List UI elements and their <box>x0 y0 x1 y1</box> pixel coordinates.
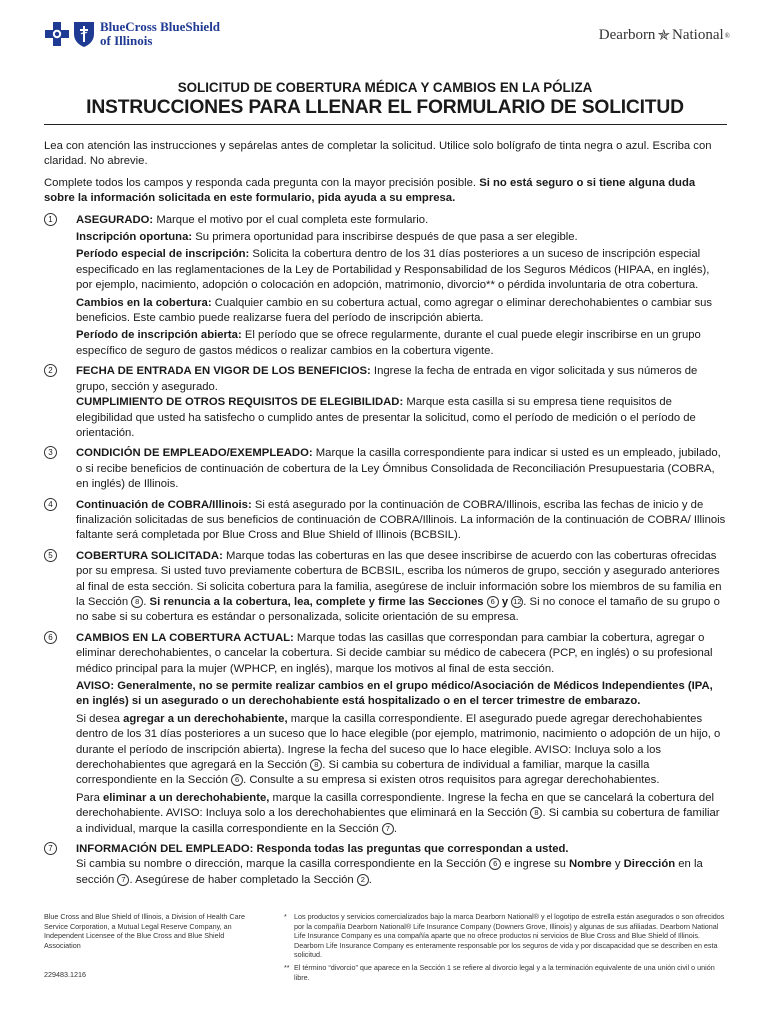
text: Cualquier cambio en su cobertura actual, como agregar o eliminar derechohabientes o cambiar sus beneficios. Este cambio puede realizarse fuera del período de inscripción abierta. <box>76 296 713 325</box>
bold-text: Si renuncia a la cobertura, lea, complete y firme las Secciones <box>149 595 487 608</box>
section-reference: 12 <box>513 596 522 606</box>
footnote-text: El término “divorcio” que aparece en la Sección 1 se refiere al divorcio legal y a la terminación equivalente de una unión civil o unión libre. <box>294 962 715 982</box>
section-paragraph <box>76 712 727 789</box>
section-reference: 6 <box>489 858 501 870</box>
dearborn-logo <box>599 26 730 45</box>
section-paragraph <box>76 296 727 327</box>
footnote-text: Los productos y servicios comercializados bajo la marca Dearborn National® y el logotipo de estrella están asegurados o son ofrecidos por la compañía Dearborn National® Life Insurance Company (Downers Grove, Illinois) y algunas de sus afiliadas. Dearborn National Life Insurance Company es una compañía aparte que no ofrece productos ni servicios de Blue Cross and Blue Shield of Illinois. Dearborn Life Insurance Company es enteramente responsable por los seguros de vida y por discapacidad que se describen en esta solicitud. <box>294 912 725 960</box>
bold-text: y <box>498 595 512 608</box>
text: Marque todas las coberturas en las que desee inscribirse de acuerdo con las coberturas ofrecidas por su empresa. Si usted tuvo previamente cobertura de BCBSIL, escriba los números de grupo, sección y asegurado anteriores al final de esta sección. Si solicita cobertura para la familia, asegúrese de incluir información sobre los miembros de su familia en la Sección <box>76 549 722 608</box>
footer-footnotes <box>284 912 729 985</box>
intro-paragraph-1: Lea con atención las instrucciones y sepárelas antes de completar la solicitud. Utilice solo bolígrafo de tinta negra o azul. Escriba con claridad. No abrevie. <box>44 140 712 168</box>
section-6 <box>44 631 727 837</box>
section-number: 4 <box>44 498 57 511</box>
section-reference: 8 <box>131 596 143 608</box>
text: Marque esta casilla si su empresa tiene requisitos de elegibilidad que usted ha satisfecho o cumplido antes de presentar la solicitud, como el período de medición o el período de orientación. <box>76 396 696 439</box>
section-reference: 8 <box>530 807 542 819</box>
bold-label: Cambios en la cobertura: <box>76 296 212 309</box>
text: . Si no conoce el tamaño de su grupo o no sabe si su cobertura es estándar o personalizada, solicite orientación de su empresa. <box>76 595 720 624</box>
footer-company-text: Blue Cross and Blue Shield of Illinois, a Division of Health Care Service Corporation, a Mutual Legal Reserve Company, an Independent Licensee of the Blue Cross and Blue Shield Association <box>44 912 245 950</box>
section-3 <box>44 446 727 492</box>
text: . Si cambia su cobertura de familiar a individual, marque la casilla correspondiente en la Sección <box>76 807 720 835</box>
text: . <box>368 873 372 886</box>
bold-text: eliminar a un derechohabiente, <box>103 791 270 804</box>
footnote-mark: ** <box>284 962 290 972</box>
bold-label: Período de inscripción abierta: <box>76 329 242 342</box>
section-number: 2 <box>44 364 57 377</box>
section-2 <box>44 364 727 441</box>
form-code: 229483.1216 <box>44 970 86 979</box>
instructions-body <box>44 139 727 888</box>
bold-label: Inscripción oportuna: <box>76 231 193 244</box>
bold-label: FECHA DE ENTRADA EN VIGOR DE LOS BENEFICIOS: <box>76 365 371 378</box>
footnote-1 <box>284 912 729 960</box>
bold-label: CONDICIÓN DE EMPLEADO/EXEMPLEADO: <box>76 447 313 460</box>
text: El período que se ofrece regularmente, durante el cual puede elegir inscribirse en un grupo específico de seguro de gastos médicos o realizar cambios en la cobertura vigente. <box>76 329 701 357</box>
section-reference: 7 <box>382 823 394 835</box>
section-number: 5 <box>44 549 57 562</box>
bcbs-name-line2: of Illinois <box>100 33 153 48</box>
bcbs-name-line1: BlueCross BlueShield <box>100 19 221 34</box>
bold-label: ASEGURADO: <box>76 213 154 226</box>
section-paragraph <box>76 213 727 228</box>
text: . Consulte a su empresa si existen otros requisitos para agregar derechohabientes. <box>243 774 660 787</box>
text: Marque todas las casillas que correspondan para cambiar la cobertura, agregar o eliminar derechohabientes, o cancelar la cobertura. Si decide cambiar su médico de cabecera (PCP, en inglés) o su profesional médico principal para la mujer (WPHCP, en inglés), marque los motivos al final de esta sección. <box>76 631 713 675</box>
bcbs-logo <box>44 20 220 48</box>
section-reference: 8 <box>310 759 322 771</box>
header <box>44 20 730 54</box>
text: Si cambia su nombre o dirección, marque la casilla correspondiente en la Sección <box>76 858 490 871</box>
star-icon: ✯ <box>657 28 671 44</box>
section-paragraph <box>76 395 727 441</box>
page-subtitle: SOLICITUD DE COBERTURA MÉDICA Y CAMBIOS EN LA PÓLIZA <box>177 80 593 95</box>
text: y <box>611 858 624 871</box>
blue-shield-icon <box>72 20 96 48</box>
section-number: 3 <box>44 446 57 459</box>
blue-cross-icon <box>44 21 70 47</box>
bold-label: COBERTURA SOLICITADA: <box>76 549 223 562</box>
text: . Asegúrese de haber completado la Sección <box>129 873 357 886</box>
section-paragraph <box>76 230 727 245</box>
section-paragraph <box>76 446 727 492</box>
section-paragraph <box>76 247 727 293</box>
section-paragraph <box>76 549 727 626</box>
text: Solicita la cobertura dentro de los 31 días posteriores a un suceso de inscripción especial especificado en las reglamentaciones de la Ley de Portabilidad y Responsabilidad de los Seguros Médicos (HIPAA, en inglés), por ejemplo, nacimiento, adopción o colocación en adopción, matrimonio, divorcio** o pérdida involuntaria de otra cobertura. <box>76 248 710 292</box>
section-paragraph <box>76 842 727 857</box>
section-1 <box>44 213 727 360</box>
text: . <box>393 822 397 835</box>
section-5 <box>44 549 727 626</box>
bold-label: Período especial de inscripción: <box>76 248 250 261</box>
text: e ingrese su <box>501 858 570 871</box>
intro-bold-text: Si no está seguro o si tiene alguna duda sobre la información solicitada en este formulario, pida ayuda a su empresa. <box>44 176 696 205</box>
text: Marque el motivo por el cual completa este formulario. <box>153 213 429 226</box>
section-paragraph <box>76 791 727 837</box>
section-notice <box>76 679 727 710</box>
bold-text: agregar a un derechohabiente, <box>123 712 288 725</box>
bold-label: Continuación de COBRA/Illinois: <box>76 498 252 511</box>
bold-text: AVISO: Generalmente, no se permite realizar cambios en el grupo médico/Asociación de Médicos Independientes (IPA, en inglés) si un asegurado o un derechohabiente está hospitalizado o en el tercer trimestre de embarazo. <box>76 680 713 708</box>
text: Si está asegurado por la continuación de COBRA/Illinois, escriba las fechas de inicio y de finalización solicitadas de sus beneficios de continuación de COBRA/Illinois. La información de la continuación de COBRA/ Illinois faltante será completada por Blue Cross and Blue Shield of Illinois (BCBSIL). <box>76 498 726 542</box>
text: . Si cambia su cobertura de individual a familiar, marque la casilla correspondiente en la Sección <box>76 759 650 787</box>
page-title: INSTRUCCIONES PARA LLENAR EL FORMULARIO DE SOLICITUD <box>86 97 684 118</box>
dearborn-name-left: Dearborn <box>598 27 656 43</box>
dearborn-name-right: National <box>672 27 724 43</box>
bold-label: CUMPLIMIENTO DE OTROS REQUISITOS DE ELEGIBILIDAD: <box>76 396 404 409</box>
text: Para <box>76 791 104 804</box>
section-7 <box>44 842 727 888</box>
section-reference: 6 <box>231 774 243 786</box>
section-reference: 6 <box>487 596 499 608</box>
section-4 <box>44 498 727 544</box>
section-reference: 7 <box>117 874 129 886</box>
text: marque la casilla correspondiente. Ingrese la fecha en que se cancelará la cobertura del derechohabiente. AVISO: Incluya solo a los derechohabientes que eliminará en la Sección <box>76 791 714 820</box>
bold-text: Dirección <box>623 858 676 871</box>
bold-text: Nombre <box>569 858 612 871</box>
text: Su primera oportunidad para inscribirse después de que pasa a ser elegible. <box>192 231 578 244</box>
text: Marque la casilla correspondiente para indicar si usted es un empleado, jubilado, o si recibe beneficios de continuación de cobertura de la Ley Ómnibus Consolidada de Reconciliación Presupuestaria (COBRA, en inglés) de Illinois. <box>76 447 721 491</box>
text: marque la casilla correspondiente. El asegurado puede agregar derechohabientes dentro de los 31 días posteriores a un suceso que lo hace elegible (por ejemplo, matrimonio, nacimiento o adopción de un hijo, o durante el período de inscripción abierta). Ingrese la fecha del suceso que lo hace elegible. AVISO: Incluya solo a los derechohabientes que agregará en la Sección <box>76 712 721 772</box>
footnote-2 <box>284 963 729 982</box>
text: Ingrese la fecha de entrada en vigor solicitada y sus números de grupo, sección y asegurado. <box>76 365 698 393</box>
footnote-mark: * <box>284 912 287 921</box>
section-number: 7 <box>44 842 57 855</box>
text: en la sección <box>76 858 703 886</box>
section-reference: 2 <box>357 874 369 886</box>
section-paragraph <box>76 498 727 544</box>
section-number: 1 <box>44 213 57 226</box>
section-paragraph <box>76 631 727 677</box>
title-divider <box>44 124 727 125</box>
text: . <box>143 595 150 608</box>
section-number: 6 <box>44 631 57 644</box>
section-paragraph <box>76 857 727 888</box>
registered-mark: ® <box>724 31 730 40</box>
bold-text: INFORMACIÓN DEL EMPLEADO: Responda todas las preguntas que correspondan a usted. <box>76 843 569 856</box>
intro-text: Complete todos los campos y responda cada pregunta con la mayor precisión posible. <box>44 176 480 189</box>
intro-paragraph-2 <box>44 176 727 207</box>
section-paragraph <box>76 328 727 359</box>
text: Si desea <box>76 712 124 725</box>
bold-label: CAMBIOS EN LA COBERTURA ACTUAL: <box>76 631 294 644</box>
section-paragraph <box>76 364 727 395</box>
